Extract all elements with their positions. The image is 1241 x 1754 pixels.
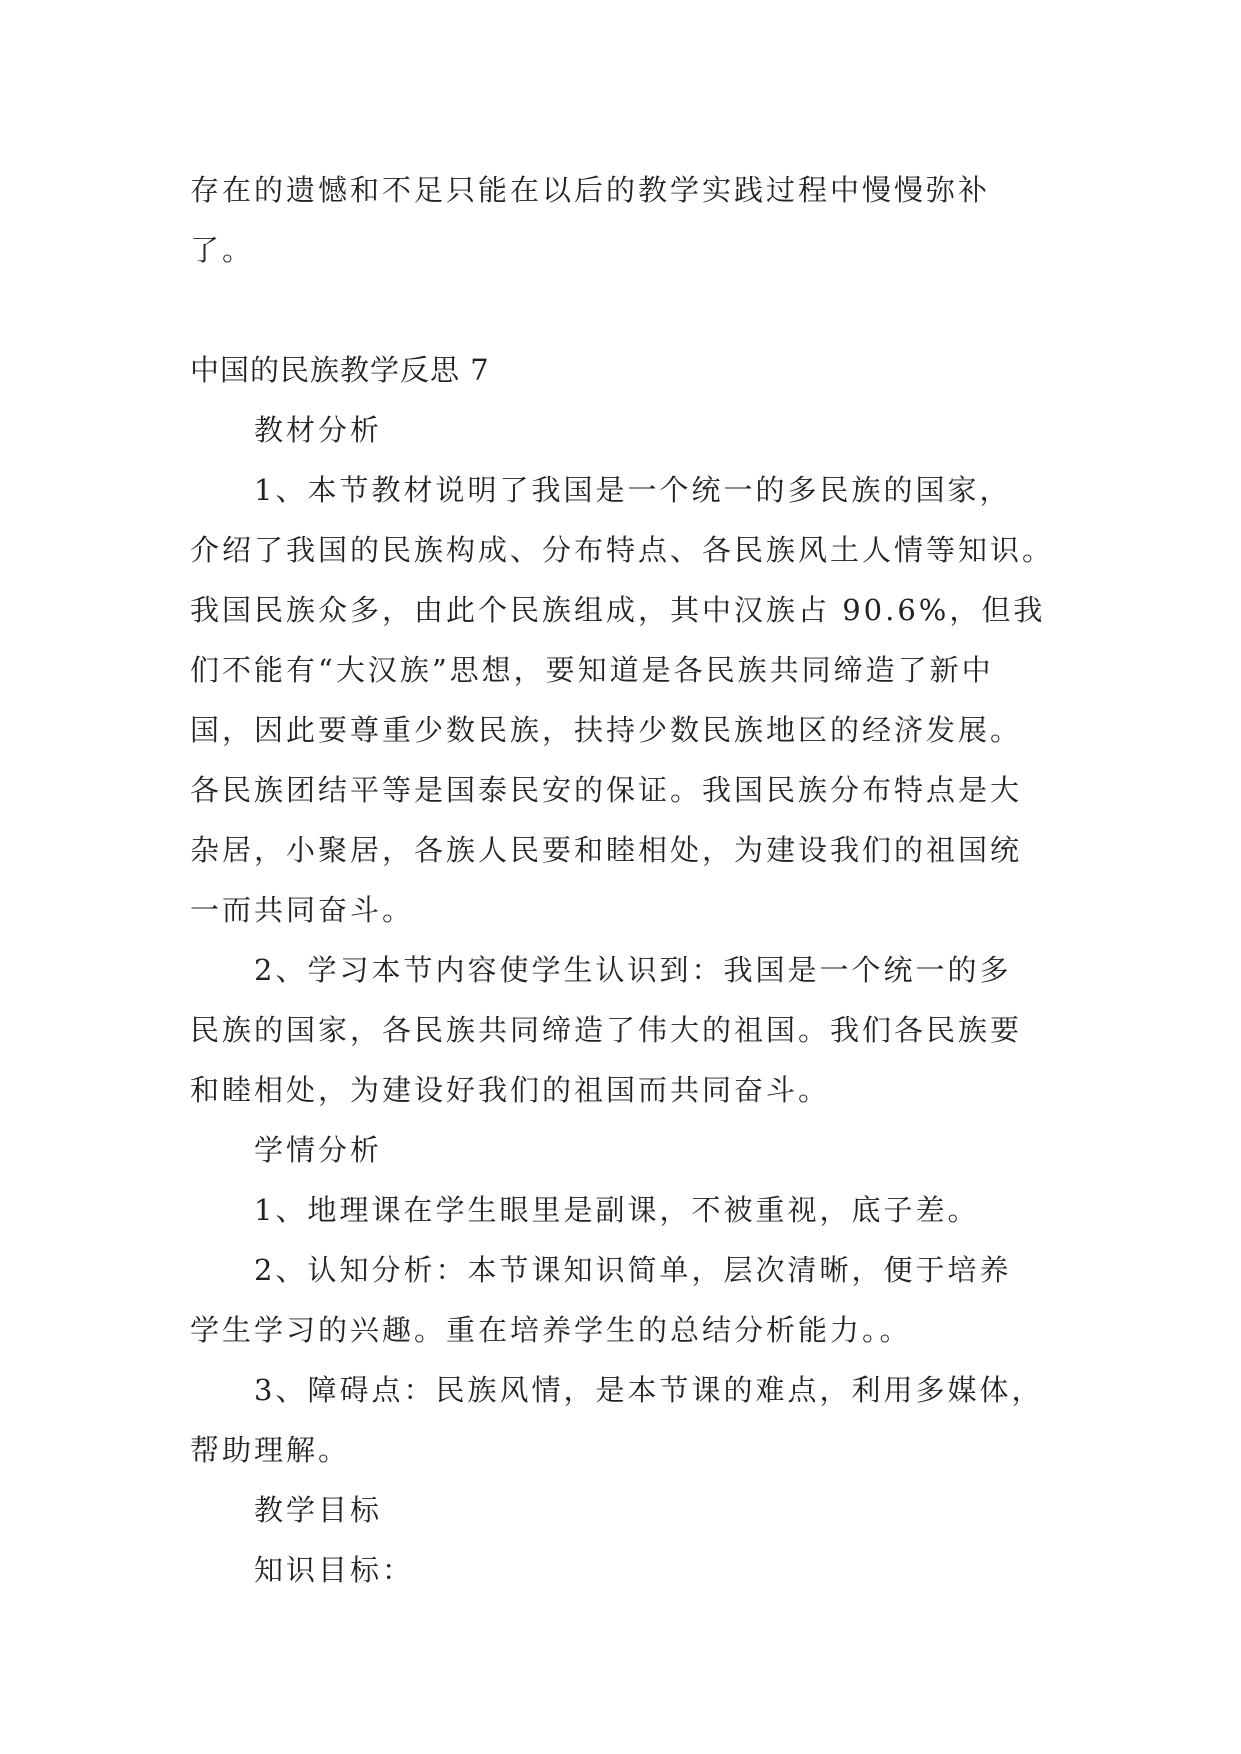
section-gap <box>190 280 1070 340</box>
heading-goals: 教学目标 <box>254 1493 383 1527</box>
material-p1-line-1: 1、本节教材说明了我国是一个统一的多民族的国家， <box>254 473 1012 507</box>
learner-p3-line-1: 3、障碍点：民族风情，是本节课的难点，利用多媒体， <box>254 1373 1044 1407</box>
material-p1-line-3: 我国民族众多，由此个民族组成，其中汉族占 90.6%，但我 <box>190 593 1046 627</box>
material-p1-line-7: 杂居，小聚居，各族人民要和睦相处，为建设我们的祖国统 <box>190 833 1023 867</box>
material-p1-line-8: 一而共同奋斗。 <box>190 893 415 927</box>
material-p1-line-5: 国，因此要尊重少数民族，扶持少数民族地区的经济发展。 <box>190 713 1023 747</box>
material-p2-line-3: 和睦相处，为建设好我们的祖国而共同奋斗。 <box>190 1073 831 1107</box>
learner-p2-line-1: 2、认知分析：本节课知识简单，层次清晰，便于培养 <box>254 1253 1012 1287</box>
material-p1-line-6: 各民族团结平等是国泰民安的保证。我国民族分布特点是大 <box>190 773 1023 807</box>
learner-p1-line-1: 1、地理课在学生眼里是副课，不被重视，底子差。 <box>254 1193 980 1227</box>
learner-p3-line-2: 帮助理解。 <box>190 1433 351 1467</box>
intro-line-2: 了。 <box>190 233 255 267</box>
learner-p2-line-2: 学生学习的兴趣。重在培养学生的总结分析能力。。 <box>190 1313 912 1347</box>
section-title: 中国的民族教学反思 7 <box>190 353 490 387</box>
material-p1-line-4: 们不能有“大汉族”思想，要知道是各民族共同缔造了新中 <box>190 653 994 687</box>
material-p1-line-2: 介绍了我国的民族构成、分布特点、各民族风土人情等知识。 <box>190 533 1055 567</box>
heading-learner: 学情分析 <box>254 1133 383 1167</box>
material-p2-line-2: 民族的国家，各民族共同缔造了伟大的祖国。我们各民族要 <box>190 1013 1023 1047</box>
material-p2-line-1: 2、学习本节内容使学生认识到：我国是一个统一的多 <box>254 953 1012 987</box>
intro-line-1: 存在的遗憾和不足只能在以后的教学实践过程中慢慢弥补 <box>190 173 991 207</box>
goals-knowledge: 知识目标： <box>254 1553 415 1587</box>
document-page <box>190 160 1070 1600</box>
heading-material: 教材分析 <box>254 413 383 447</box>
